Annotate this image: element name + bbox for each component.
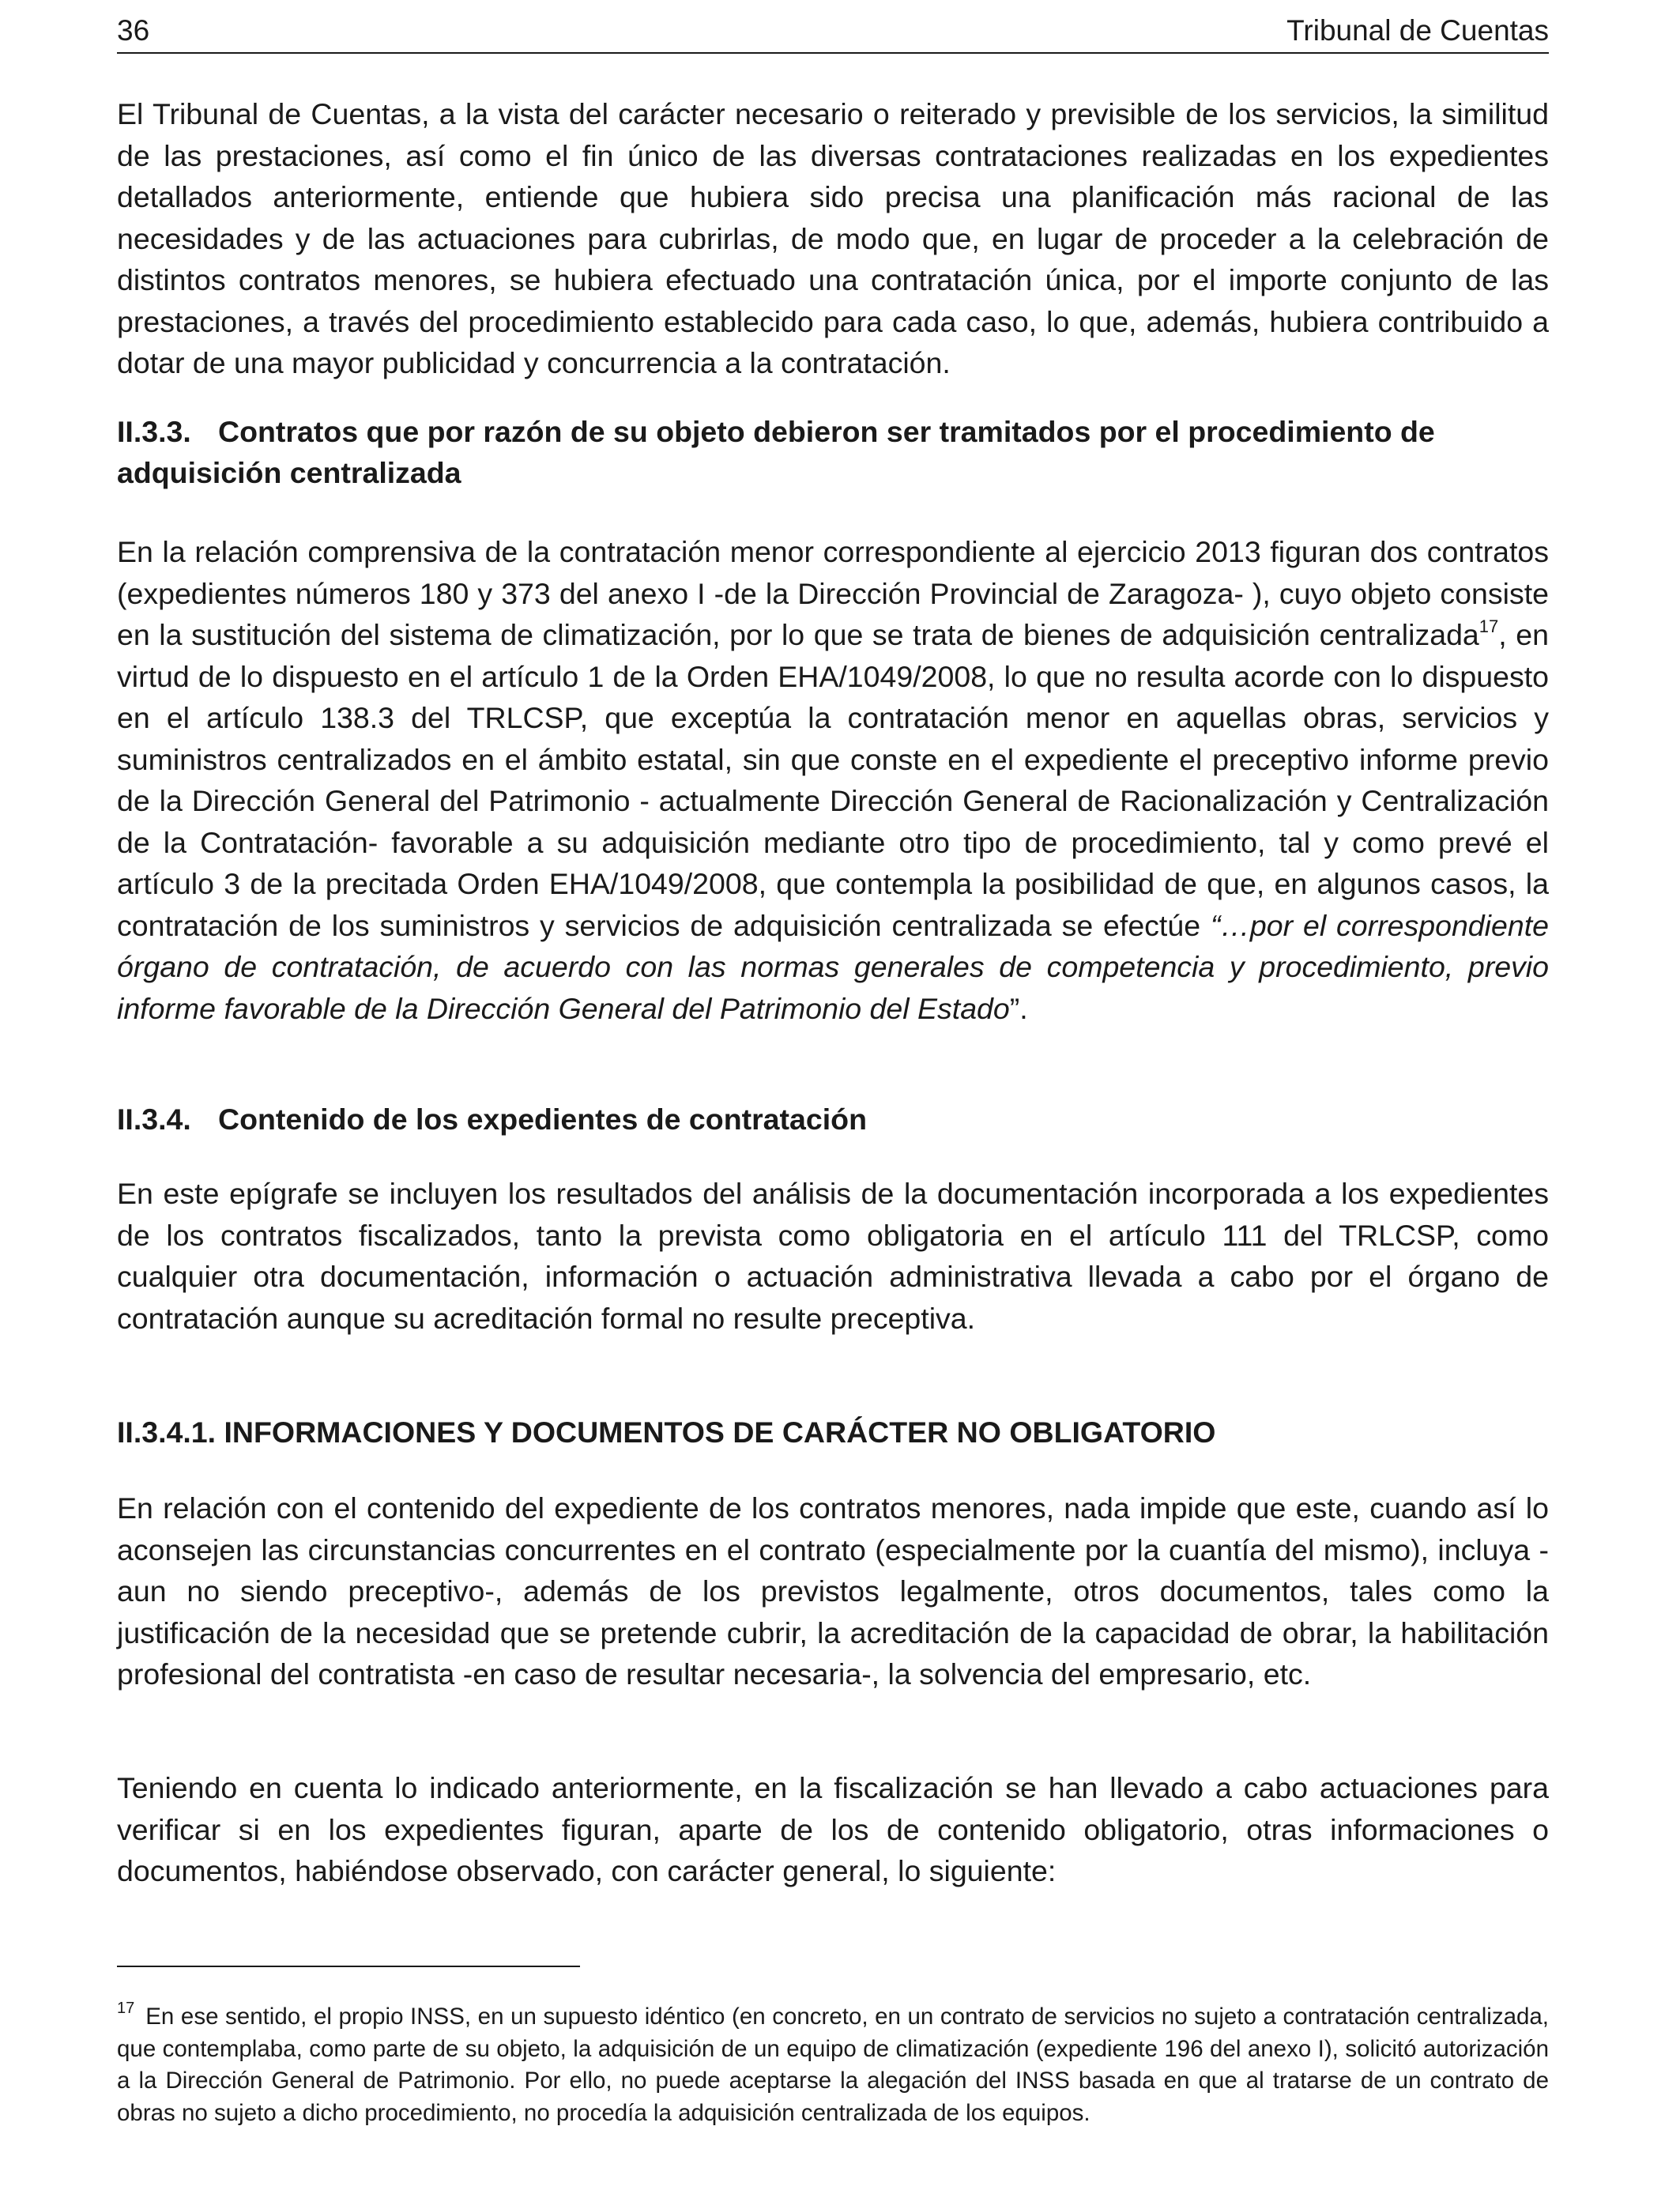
section-heading-ii-3-3	[117, 411, 1549, 493]
footnote-reference: 17	[1478, 616, 1499, 636]
paragraph-text: ”.	[1009, 991, 1028, 1025]
paragraph-planificacion: El Tribunal de Cuentas, a la vista del carácter necesario o reiterado y previsible de los servicios, la similitud de las prestaciones, así como el fin único de las diversas contrataciones realizadas en los expedientes detallados anteriormente, entiende que hubiera sido precisa una planificación más racional de las necesidades y de las actuaciones para cubrirlas, de modo que, en lugar de proceder a la celebración de distintos contratos menores, se hubiera efectuado una contratación única, por el importe conjunto de las prestaciones, a través del procedimiento establecido para cada caso, lo que, además, hubiera contribuido a dotar de una mayor publicidad y concurrencia a la contratación.	[117, 97, 1549, 379]
section-number: II.3.3.	[117, 415, 191, 448]
section-heading-ii-3-4	[117, 1099, 1549, 1140]
footnote-separator	[117, 1966, 580, 1967]
document-page	[117, 0, 1549, 2194]
footnote-number: 17	[117, 2000, 135, 2017]
section-number: II.3.4.	[117, 1103, 191, 1136]
subsection-heading-ii-3-4-1: II.3.4.1. INFORMACIONES Y DOCUMENTOS DE CARÁCTER NO OBLIGATORIO	[117, 1416, 1216, 1449]
paragraph-text: , en virtud de lo dispuesto en el artículo 1 de la Orden EHA/1049/2008, lo que no resulta acorde con lo dispuesto en el artículo 138.3 del TRLCSP, que exceptúa la contratación menor en aquellas obras, servicios y suministros centralizados en el ámbito estatal, sin que conste en el expediente el preceptivo informe previo de la Dirección General del Patrimonio - actualmente Dirección General de Racionalización y Centralización de la Contratación- favorable a su adquisición mediante otro tipo de procedimiento, tal y como prevé el artículo 3 de la precitada Orden EHA/1049/2008, que contempla la posibilidad de que, en algunos casos, la contratación de los suministros y servicios de adquisición centralizada se efectúe	[117, 618, 1549, 942]
paragraph-fiscalizacion: Teniendo en cuenta lo indicado anteriormente, en la fiscalización se han llevado a cabo actuaciones para verificar si en los expedientes figuran, aparte de los de contenido obligatorio, otras informaciones o documentos, habiéndose observado, con carácter general, lo siguiente:	[117, 1771, 1549, 1887]
running-header	[117, 11, 1549, 54]
paragraph-contratos-menores: En relación con el contenido del expediente de los contratos menores, nada impide que este, cuando así lo aconsejen las circunstancias concurrentes en el contrato (especialmente por la cuantía del mismo), incluya -aun no siendo preceptivo-, además de los previstos legalmente, otros documentos, tales como la justificación de la necesidad que se pretende cubrir, la acreditación de la capacidad de obrar, la habilitación profesional del contratista -en caso de resultar necesaria-, la solvencia del empresario, etc.	[117, 1491, 1549, 1691]
section-title: Contenido de los expedientes de contratación	[218, 1103, 867, 1136]
paragraph-adquisicion-centralizada	[117, 531, 1549, 1029]
paragraph-contenido-expedientes: En este epígrafe se incluyen los resultados del análisis de la documentación incorporada a los expedientes de los contratos fiscalizados, tanto la prevista como obligatoria en el artículo 111 del TRLCSP, como cualquier otra documentación, información o actuación administrativa llevada a cabo por el órgano de contratación aunque su acreditación formal no resulte preceptiva.	[117, 1177, 1549, 1335]
header-title: Tribunal de Cuentas	[1286, 14, 1549, 47]
paragraph-text: En la relación comprensiva de la contratación menor correspondiente al ejercicio 2013 figuran dos contratos (expedientes números 180 y 373 del anexo I -de la Dirección Provincial de Zaragoza- ), cuyo objeto consiste en la sustitución del sistema de climatización, por lo que se trata de bienes de adquisición centralizada	[117, 535, 1549, 651]
page-number: 36	[117, 14, 150, 47]
quoted-text: “…por el correspondiente órgano de contratación, de acuerdo con las normas generales de competencia y procedimiento, previo informe favorable de la Dirección General del Patrimonio del Estado	[117, 908, 1549, 1025]
section-title: Contratos que por razón de su objeto debieron ser tramitados por el procedimiento de adquisición centralizada	[117, 415, 1435, 489]
footnote-17	[117, 2001, 1549, 2129]
footnote-text: En ese sentido, el propio INSS, en un supuesto idéntico (en concreto, en un contrato de servicios no sujeto a contratación centralizada, que contemplaba, como parte de su objeto, la adquisición de un equipo de climatización (expediente 196 del anexo I), solicitó autorización a la Dirección General de Patrimonio. Por ello, no puede aceptarse la alegación del INSS basada en que al tratarse de un contrato de obras no sujeto a dicho procedimiento, no procedía la adquisición centralizada de los equipos.	[117, 2004, 1549, 2126]
